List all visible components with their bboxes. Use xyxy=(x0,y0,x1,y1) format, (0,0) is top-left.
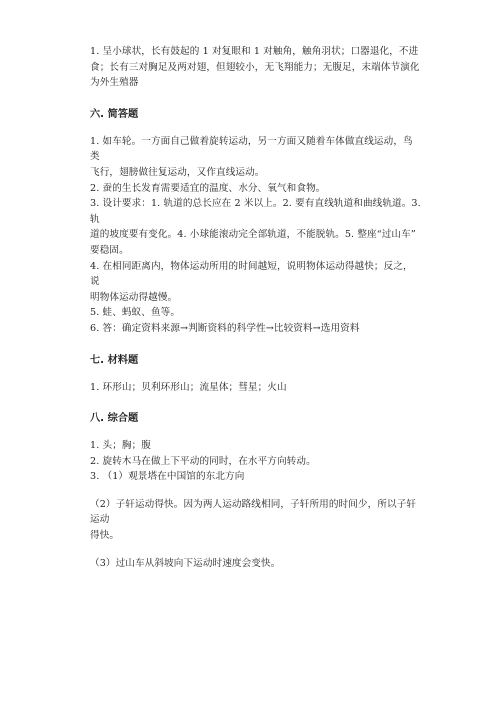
answer-line: 明物体运动得越慢。 xyxy=(90,291,178,303)
section-heading-8: 八. 综合题 xyxy=(90,413,139,425)
answer-line: 飞行，翅膀做往复运动，又作直线运动。 xyxy=(90,166,265,178)
answer-line: （3）过山车从斜坡向下运动时速度会变快。 xyxy=(90,557,281,569)
answer-line: 2. 蚕的生长发育需要适宜的温度、水分、氧气和食物。 xyxy=(90,182,326,194)
intro-line: 食；长有三对胸足及两对翅，但翅较小，无飞翔能力；无腹足，末端体节演化 xyxy=(90,61,420,73)
answer-line: 1. 头；胸；腹 xyxy=(90,440,151,452)
answer-line: 道的坡度要有变化。4. 小球能滚动完全部轨道，不能脱轨。5. 整座“过山车” xyxy=(90,229,416,241)
answer-line: 5. 蛙、蚂蚁、鱼等。 xyxy=(90,307,181,319)
answer-line: 1. 环形山；贝利环形山；流星体；彗星；火山 xyxy=(90,381,287,393)
answer-line: 3. （1）观景塔在中国馆的东北方向 xyxy=(90,471,245,483)
answer-line: 1. 如车轮。一方面自己做着旋转运动，另一方面又随着车体做直线运动，鸟类 xyxy=(90,135,413,163)
section-heading-6: 六. 简答题 xyxy=(90,108,139,120)
answer-line: 3. 设计要求：1. 轨道的总长应在 2 米以上。2. 要有直线轨道和曲线轨道。3. 轨 xyxy=(90,198,421,225)
section-heading-7: 七. 材料题 xyxy=(90,354,139,366)
answer-line: 2. 旋转木马在做上下平动的同时，在水平方向转动。 xyxy=(90,455,316,467)
intro-line: 1. 呈小球状，长有鼓起的 1 对复眼和 1 对触角，触角羽状；口器退化，不进 xyxy=(90,46,419,57)
answer-line: 6. 答：确定资料来源→判断资料的科学性→比较资料→选用资料 xyxy=(90,322,360,334)
answer-line: 4. 在相同距离内，物体运动所用的时间越短，说明物体运动得越快；反之，说 xyxy=(90,260,413,288)
answer-line: （2）子轩运动得快。因为两人运动路线相同，子轩所用的时间少，所以子轩运动 xyxy=(90,498,417,526)
answer-line: 得快。 xyxy=(90,530,120,542)
intro-line: 为外生殖器 xyxy=(90,77,139,89)
answer-line: 要稳固。 xyxy=(90,244,129,256)
